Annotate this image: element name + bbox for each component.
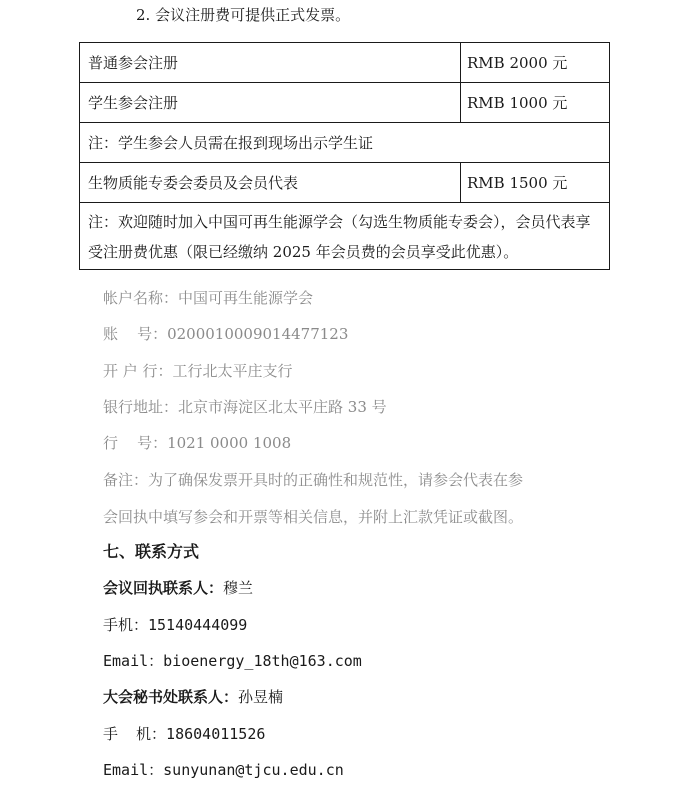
remark-line-1: 备注：为了确保发票开具时的正确性和规范性，请参会代表在参	[103, 471, 524, 489]
bank-code: 行 号：1021 0000 1008	[103, 434, 292, 452]
fee-price: RMB 1500 元	[461, 163, 610, 203]
receipt-phone: 手机：15140444099	[103, 616, 248, 634]
secretary-phone: 手 机：18604011526	[103, 725, 266, 743]
table-row	[80, 43, 610, 83]
table-row	[80, 83, 610, 123]
receipt-contact	[103, 578, 253, 598]
secretary-email: Email：sunyunan@tjcu.edu.cn	[103, 761, 344, 779]
student-note: 注：学生参会人员需在报到现场出示学生证	[80, 123, 610, 163]
account-number: 账 号：0200010009014477123	[103, 325, 349, 343]
secretary-contact-label: 大会秘书处联系人：	[103, 688, 239, 706]
registration-invoice-note: 2. 会议注册费可提供正式发票。	[136, 6, 351, 24]
secretary-contact-name: 孙昱楠	[238, 688, 284, 706]
section-title: 七、联系方式	[103, 542, 200, 561]
secretary-contact	[103, 687, 283, 707]
bank-address: 银行地址：北京市海淀区北太平庄路 33 号	[103, 398, 387, 416]
receipt-contact-label: 会议回执联系人：	[103, 579, 224, 597]
fee-label: 学生参会注册	[80, 83, 461, 123]
table-row	[80, 203, 610, 270]
table-row	[80, 163, 610, 203]
registration-fee-table	[79, 42, 610, 270]
member-note: 注：欢迎随时加入中国可再生能源学会（勾选生物质能专委会），会员代表享受注册费优惠（限已经缴纳 2025 年会员费的会员享受此优惠）。	[80, 203, 610, 270]
remark-line-2: 会回执中填写参会和开票等相关信息，并附上汇款凭证或截图。	[103, 508, 524, 526]
receipt-email: Email：bioenergy_18th@163.com	[103, 652, 362, 670]
account-name: 帐户名称：中国可再生能源学会	[103, 289, 314, 307]
table-row	[80, 123, 610, 163]
fee-label: 生物质能专委会委员及会员代表	[80, 163, 461, 203]
bank-name: 开 户 行：工行北太平庄支行	[103, 362, 293, 380]
receipt-contact-name: 穆兰	[223, 579, 254, 597]
fee-label: 普通参会注册	[80, 43, 461, 83]
fee-price: RMB 1000 元	[461, 83, 610, 123]
fee-price: RMB 2000 元	[461, 43, 610, 83]
